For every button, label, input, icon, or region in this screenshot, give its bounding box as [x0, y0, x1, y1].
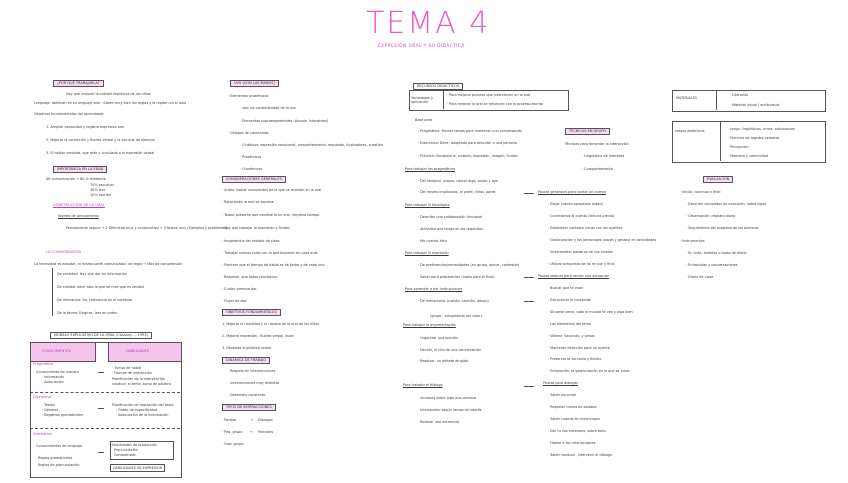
text-line: · Importancia del modelo de clase [222, 239, 280, 243]
text-line: · Desarrollo constante [228, 393, 266, 397]
heading-recursos: RECURSOS DIDÁCTICOS [413, 83, 463, 90]
text-line: 3. Destreza lingüística verbal [222, 346, 272, 350]
text-line: · Cuidar siempre dar [222, 287, 257, 291]
text-line: · Respeto en intervenciones [228, 369, 276, 373]
text-line: · Saber conducir, intervenir al diálogo [548, 453, 612, 457]
text-line: 1. Mejorar la habilidad y la riqueza de la oral de los niños [222, 322, 320, 326]
text-line: De cantidad: Hay que dar en información [57, 272, 128, 276]
text-line: Alt comunicación → 80 % mediante [46, 177, 106, 181]
text-line: · Géneros [42, 408, 59, 412]
text-line: · Práctica: Vocabulario, sintaxis, expresión, imagen, fluidez [418, 154, 518, 158]
text-line: 2. Mejorar expresión - fluidez verbal, buen [222, 334, 294, 338]
text-line: Habilidades de producción [112, 443, 157, 447]
arrow [524, 193, 534, 194]
text-line: · Memoria y comunidad [728, 154, 768, 158]
text-line: De la forma: Exigirse, leer en orden [57, 311, 118, 315]
heading-conversacion: LA CONVERSACIÓN [46, 250, 81, 254]
heading-conocimientos: CONOCIMIENTOS [42, 349, 72, 353]
text-line: Conocimientos de lenguaje [36, 444, 83, 448]
text-line: · Hablar a tus interlocutores [548, 441, 596, 445]
text-line: · Plantear que el tiempo de habla es de todos y de cada uno [222, 263, 325, 267]
text-line: · Rotaciones la oral se exprese [222, 200, 274, 204]
arrow [98, 452, 104, 453]
text-line: Técnicas para fomentar la interacción [565, 142, 629, 146]
heading-modelo: MODELO EXPLICATIVO DE LA ORAL (Cassany ... 1993) [50, 332, 152, 339]
text-line: · Establecer contacto visual con los oyentes [548, 226, 623, 230]
heading-dinamica: DINÁMICA DE TRABAJO [222, 357, 270, 364]
text-line: · Voltear, vocación, y prisas [548, 334, 595, 338]
text-line: 2. Mejorar la corrección y fluidez verbal y la voz que da ejemplo [46, 138, 155, 142]
text-line: · Para mejorar proceso que intervienen en lo oral [447, 93, 531, 97]
text-line: 30% leer [90, 188, 106, 192]
text-line: Lenguaje: dominan en su lenguaje oral · Saben muy bien las reglas y la repiten en el aula [34, 101, 187, 105]
text-line: · Percepción [728, 145, 749, 149]
text-line: Base para [415, 118, 433, 122]
heading-evaluacion: EVALUACIÓN [703, 176, 733, 183]
text-line: · Elementos suprasegmentales (durada, intensidad) [240, 119, 329, 123]
text-line: Planificación de la intervención [112, 377, 165, 381]
divider [30, 392, 180, 393]
text-line: 3. El hablar consiste, que este y vinculado a la expresión verbal [46, 151, 155, 155]
page-subtitle: EXPRESIÓN ORAL Y SU DIDÁCTICA [378, 44, 465, 49]
heading-tecnicas: TÉCNICAS EN GRUPO [565, 128, 610, 135]
text-line: 10% escribir [90, 193, 112, 197]
text-line: Diálogos [258, 418, 273, 422]
text-line: · Entonación, la gesticulación en la que se inicia [548, 369, 630, 373]
text-line: Planificación de regulación del texto [112, 403, 174, 407]
text-line: Para trabajar la argumentación [403, 323, 456, 327]
text-line: · Diario de clase [686, 275, 714, 279]
heading-importancia: IMPORTANCIA EN LA EDAD [53, 166, 107, 173]
text-line: · Gran grupo [222, 442, 244, 446]
text-line: · Organizar una opinión [418, 336, 458, 340]
text-line: · Conectarlos al cuento (lectura previa) [548, 214, 615, 218]
text-line: · Intercambiar palabras de sus niveles [548, 250, 613, 254]
text-line: Conocimiento de nuestra [36, 370, 79, 374]
text-line: Reglas gramaticales [38, 456, 73, 460]
text-line: MATERIALES [676, 96, 698, 100]
text-line: · Inicial, continua y final [680, 190, 721, 194]
text-line: · Discursiva: Decir, adaptado para describir o una persona [418, 141, 517, 145]
heading-habilidades: HABILIDADES [126, 349, 149, 353]
text-line: Pautas para dialogar [543, 381, 578, 385]
text-line: · Acciones sobre algo una persona [418, 396, 477, 400]
text-line: De relevancia: Ha, relevancia en el contexto [57, 298, 133, 302]
heading-construccion: CONSTRUCCIÓN DE LA ORAL [53, 203, 105, 207]
text-line: Para trabajar el diálogo [403, 383, 443, 387]
text-line: Pronunciación [114, 448, 138, 452]
text-line: · Antes: hablar conscientes de lo que se evalúan en la oral [222, 188, 322, 192]
text-line: La necesidad es adoptar, el mismo perfil comunicador, de regla → Más de comprensión [34, 262, 183, 266]
text-line: · Información [42, 375, 65, 379]
arrow [524, 277, 534, 278]
text-line: · Seguimiento del progreso de los alumnos [686, 226, 759, 230]
heading-por-que: ¿POR QUÉ TRABAJARLA? [53, 80, 104, 87]
text-line: · Entrevistas y conversaciones [686, 263, 738, 267]
text-line: · Saber escuchar [548, 393, 577, 397]
text-line: · Parejas [222, 418, 237, 422]
text-line: · Saber cuándo te interrumpen [548, 417, 601, 421]
text-line: · Intervenciones muy distintas [228, 381, 280, 385]
text-line: · Lingüística de intereses [582, 154, 625, 158]
text-line: · Del receptor, propio, contar algo, punto y ago [418, 179, 498, 183]
arrow [524, 386, 534, 387]
text-line: Comprensión [114, 453, 137, 457]
heading-tipos: TIPOS DE INTERACCIONES [222, 404, 276, 411]
arrow [98, 408, 104, 409]
text-line: · Juego: lingüísticos, rimas, adivinanzas [728, 127, 795, 131]
text-line: · Saber para preparación (hasta para el final) [418, 275, 495, 279]
text-line: Para trabajar los pragmáticos [405, 167, 456, 171]
text-line: · Literarios [730, 93, 749, 97]
text-line: · Formas de interacción [112, 371, 152, 375]
text-line: · Buscar que te vean [548, 286, 584, 290]
text-line: · Dar tu voz necesaria, sobre todo [548, 429, 606, 433]
text-line: · Material visual / audiovisual [730, 103, 780, 107]
text-line: · Los elementos del tema [548, 322, 591, 326]
text-line: · Estructurar el contenido [548, 298, 592, 302]
label-pragmatica: Pragmática [33, 362, 54, 366]
text-line: · Respetar turnos de palabra [548, 405, 597, 409]
text-line: · Turnos de habla [112, 366, 141, 370]
text-line: Juegos didácticos [675, 129, 705, 133]
text-line: · Cinésicos: expresión emocional, comportamiento, regulador, ilustradores, cuestión [240, 143, 383, 147]
hab-gram-label: HABILIDADES DE EXPRESIÓN [110, 464, 165, 472]
text-line: · Trabajar nuevos roles con la participación en cada aula [222, 251, 318, 255]
brace [52, 268, 55, 316]
page-title: TEMA 4 [366, 6, 491, 41]
text-line: Pautas básicas para recitar una actuación [538, 274, 609, 278]
text-line: · Instrumentos [680, 239, 705, 243]
divider [30, 428, 180, 429]
text-line: · Pragmática: Buscar temas para mantener una conversación [418, 129, 523, 133]
text-line: · Adecuación de la información [116, 413, 169, 417]
text-line: 1. Ampliar capacidad y registro expresivo oral [46, 125, 125, 129]
text-line: · Describir completos de evolución, habla sigue [686, 202, 767, 206]
text-line: · Registros gramaticales [42, 413, 83, 417]
heading-uvv: UVV (CON LAS MANOS) [230, 80, 279, 87]
text-line: · Cronémicos [240, 167, 263, 171]
text-line: · Me cuenta, feliz [418, 239, 447, 243]
materiales-box [672, 90, 826, 112]
text-line: · Elementos proxémicos [228, 94, 269, 98]
text-line: · Para mejorar lo oral se refuerzan con el proceso escrito [447, 102, 544, 106]
text-line: · Comportamiento [582, 167, 613, 171]
text-line: · Respetar, que todos practiquen [222, 275, 278, 279]
text-line: conducir el tema, turno de palabra [112, 382, 172, 386]
text-line: · Intercambio según temas de interés [418, 408, 482, 412]
text-line: · Decidir, el hilo de una conversación [418, 348, 481, 352]
text-line: Para aprender a dar instrucciones [405, 287, 463, 291]
text-line: · Adecuación [42, 380, 64, 384]
text-line: Hay que mejorar la calidad expresiva de los niños [66, 92, 151, 96]
text-line: · Proxémicos [240, 155, 262, 159]
arrow-glyph: → [250, 430, 253, 434]
text-line: · De mecanismo (cuento, canción, dibujo) [418, 299, 489, 303]
text-line: De calidad: decir sólo lo que se cree que es verdad [57, 285, 144, 289]
text-line: · De preferencias/necesidades (en grupo, opinar, contestar) [418, 263, 520, 267]
text-line: Niveles de pensamiento [58, 214, 99, 218]
text-line: · Voz: de conductividad de la voz [240, 106, 296, 110]
text-line: · Ej: Lista, ámbitos o hojas de diario [686, 251, 747, 255]
heading-generales: CONSIDERACIONES GENERALES [222, 176, 286, 183]
heading-fundamentales: OBJETIVOS FUNDAMENTALES [222, 309, 281, 316]
text-line: · Preservar la cercanía y fluidez [548, 357, 602, 361]
text-line: 70% escuchar [90, 183, 114, 187]
text-line: · Realizar una entrevista [418, 420, 460, 424]
arrow-glyph: → [250, 418, 253, 422]
arrow [524, 301, 534, 302]
text-line: · Resolver, un debate dirigido [418, 359, 468, 363]
text-line: · Códigos de contenidos [228, 131, 269, 135]
divider [720, 121, 721, 161]
text-line: Para trabajar la fonológico [405, 203, 450, 207]
text-line: · Situarse cerca, todo el mundo te vea y oiga bien [548, 310, 633, 314]
text-line: · Peq. grupo [222, 430, 243, 434]
text-line: Pautas generales para contar un cuento [538, 190, 606, 194]
text-line: · Textos [42, 403, 55, 407]
text-line: · Utilizar preguntas de rol en por y final [548, 262, 615, 266]
text-line: · Elegir cuento apropiado (edad) [548, 202, 603, 206]
divider [716, 90, 717, 110]
text-line: · Grado de especificidad [116, 408, 158, 412]
divider [443, 90, 444, 109]
text-line: · Actividad que tenga en los requisitos [418, 227, 483, 231]
text-line: Objetivos fundamentales del aprendizaje [34, 112, 104, 116]
text-line: · Flujos de dos [222, 299, 247, 303]
label-gramatica: Gramática [33, 432, 52, 436]
text-line: Parciales [258, 430, 273, 434]
text-line: · Gesticulación y los personajes (voces y gestos) en actividades [548, 238, 657, 242]
text-line: · Describir una colaboración funcional [418, 215, 483, 219]
text-line: Reglas de pronunciación [38, 463, 80, 467]
arrow [98, 372, 104, 373]
text-line: · Todos: presente que exprese lo en oral, requiere tiempo [222, 213, 320, 217]
text-line: (grupo - completado por tutor) [430, 314, 483, 318]
text-line: · Hay que trabajar la expresión y fluidez [222, 226, 290, 230]
text-line: · Observación: registro diario [686, 214, 736, 218]
text-line: Variedades y aplicación [411, 96, 433, 105]
text-line: · Ejercicio de registro verbales [728, 136, 780, 140]
text-line: · Del mismo implicados, el profe, niños, pares [418, 190, 496, 194]
text-line: · Mantener dirección para un oyente [548, 346, 610, 350]
text-line: Pensamiento seguro → 2 Dificultad muy y constructivo → 3 Nuevo muy (Ejemplos y problemas) [66, 226, 228, 230]
text-line: Para trabajar la expresión [405, 251, 449, 255]
label-discursiva: Discursiva [33, 395, 52, 399]
